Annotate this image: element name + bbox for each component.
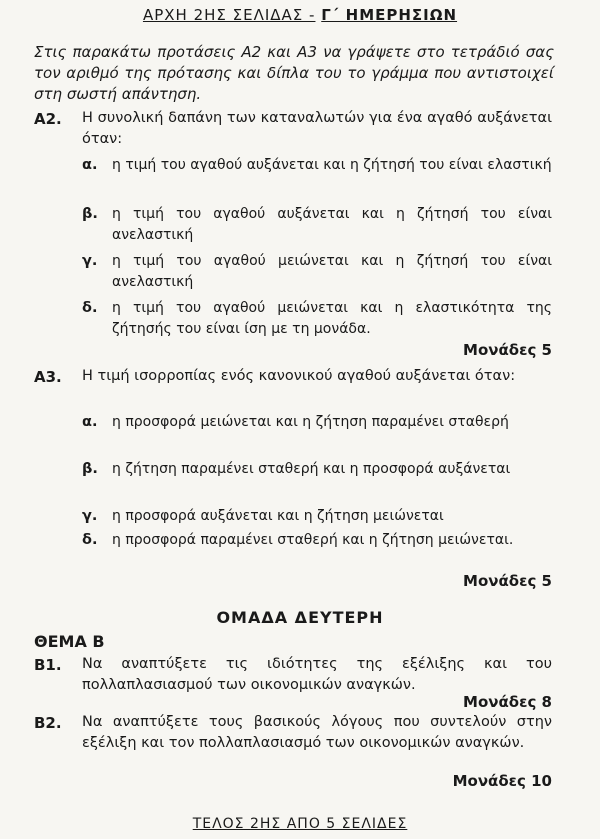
a2-option-c-text: η τιμή του αγαθού μειώνεται και η ζήτησή του είναι ανελαστική (112, 253, 552, 290)
page-footer: ΤΕΛΟΣ 2ΗΣ ΑΠΟ 5 ΣΕΛΙΔΕΣ (192, 816, 408, 832)
a2-option-a-letter: α. (82, 157, 98, 173)
a2-option-b-letter: β. (82, 206, 98, 222)
a2-option-d-letter: δ. (82, 300, 98, 316)
header-title: ΑΡΧΗ 2ΗΣ ΣΕΛΙΔΑΣ - (142, 6, 316, 24)
question-b2-text: Να αναπτύξετε τους βασικούς λόγους που συντελούν στην εξέλιξη και τον πολλαπλασιασμό των οικονομικών αναγκών. (82, 714, 552, 751)
a2-units: Μονάδες 5 (463, 341, 552, 359)
a3-option-b-text: η ζήτηση παραμένει σταθερή και η προσφορά αυξάνεται (112, 461, 511, 477)
a2-option-a-text: η τιμή του αγαθού αυξάνεται και η ζήτησή του είναι ελαστική (112, 157, 552, 173)
question-a2-label: Α2. (34, 110, 62, 128)
question-a2-text: Η συνολική δαπάνη των καταναλωτών για ένα αγαθό αυξάνεται όταν: (82, 110, 552, 147)
a2-option-c-letter: γ. (82, 253, 98, 269)
b2-units: Μονάδες 10 (452, 772, 552, 790)
question-b1-text: Να αναπτύξετε τις ιδιότητες της εξέλιξης και του πολλαπλασιασμού των οικονομικών αναγκών. (82, 656, 552, 693)
a3-option-b-letter: β. (82, 461, 98, 477)
section-title: ΟΜΑΔΑ ΔΕΥΤΕΡΗ (216, 608, 384, 627)
b1-units: Μονάδες 8 (463, 693, 552, 711)
a2-option-d-text: η τιμή του αγαθού μειώνεται και η ελαστικότητα της ζήτησής του είναι ίση με τη μονάδα. (112, 300, 552, 337)
a3-option-a-letter: α. (82, 414, 98, 430)
page-header (0, 6, 600, 24)
a3-units: Μονάδες 5 (463, 572, 552, 590)
question-a3-text: Η τιμή ισορροπίας ενός κανονικού αγαθού αυξάνεται όταν: (82, 368, 516, 384)
a2-option-b-text: η τιμή του αγαθού αυξάνεται και η ζήτησή του είναι ανελαστική (112, 206, 552, 243)
question-a3-label: Α3. (34, 368, 62, 386)
question-b1-label: Β1. (34, 656, 62, 674)
theme-title: ΘΕΜΑ Β (34, 632, 105, 651)
a3-option-d-letter: δ. (82, 532, 98, 548)
a3-option-d-text: η προσφορά παραμένει σταθερή και η ζήτηση μειώνεται. (112, 532, 514, 548)
a3-option-c-letter: γ. (82, 508, 98, 524)
header-subtitle: Γ΄ ΗΜΕΡΗΣΙΩΝ (321, 6, 458, 24)
a3-option-a-text: η προσφορά μειώνεται και η ζήτηση παραμένει σταθερή (112, 414, 509, 430)
instructions: Στις παρακάτω προτάσεις Α2 και Α3 να γράψετε στο τετράδιό σας τον αριθμό της πρότασης και δίπλα του το γράμμα που αντιστοιχεί στη σωστή απάντηση. (34, 43, 554, 103)
a3-option-c-text: η προσφορά αυξάνεται και η ζήτηση μειώνεται (112, 508, 444, 524)
question-b2-label: Β2. (34, 714, 62, 732)
